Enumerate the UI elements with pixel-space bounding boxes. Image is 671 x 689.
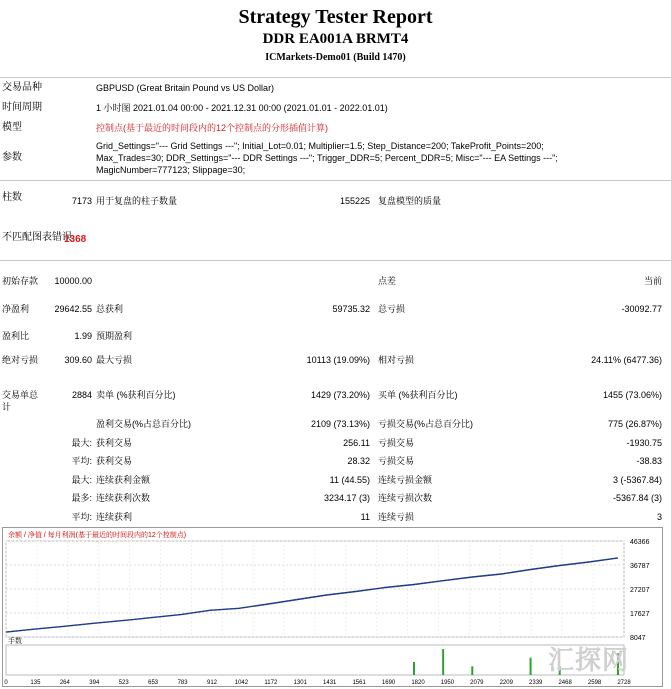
stat-key-2: 获利交易: [96, 456, 133, 466]
stat-label: 盈利比: [2, 331, 30, 341]
mismatch-label: 不匹配图表错误: [2, 232, 72, 243]
params-line-2: Max_Trades=30; DDR_Settings="--- DDR Settings ---"; Trigger_DDR=5; Percent_DDR=5; Misc="--- EA Settings ---";: [96, 153, 558, 163]
stat-value-2: 11: [360, 512, 370, 522]
y-tick-label: 17627: [630, 611, 650, 618]
stat-key-3: 相对亏损: [378, 355, 415, 365]
x-tick-label: 1431: [323, 680, 337, 686]
stat-label: 绝对亏损: [2, 355, 39, 365]
params-line-3: MagicNumber=777123; Slippage=30;: [96, 165, 246, 175]
stat-value-2: 28.32: [347, 456, 370, 466]
stat-value-1: 29642.55: [54, 304, 92, 314]
stat-value-3: 1455 (73.06%): [602, 390, 662, 400]
volume-label: 手数: [8, 638, 22, 645]
stat-value-3: 775 (26.87%): [607, 419, 662, 429]
report-subtitle: DDR EA001A BRMT4: [262, 31, 409, 47]
x-tick-label: 394: [89, 680, 100, 686]
stat-key-3: 连续亏损金额: [378, 475, 433, 485]
y-tick-label: 8047: [630, 635, 646, 642]
stat-key-2: 预期盈利: [96, 331, 133, 341]
x-tick-label: 653: [148, 680, 159, 686]
stat-value-2: 3234.17 (3): [323, 493, 370, 503]
volume-bar: [530, 658, 532, 675]
ticks-desc: 复盘模型的质量: [378, 196, 442, 206]
server-line: ICMarkets-Demo01 (Build 1470): [265, 52, 406, 63]
x-tick-label: 523: [118, 680, 129, 686]
stat-key-3: 点差: [378, 276, 397, 286]
y-tick-label: 46366: [630, 539, 650, 546]
stat-value-2: 256.11: [343, 438, 370, 448]
period-label: 时间周期: [2, 102, 42, 113]
stat-key-3: 亏损交易(%占总百分比): [378, 419, 473, 429]
symbol-label: 交易品种: [2, 82, 42, 93]
stat-label: 初始存款: [2, 276, 39, 286]
model-value: 控制点(基于最近的时间段内的12个控制点的分形插值计算): [96, 123, 329, 133]
x-tick-label: 783: [177, 680, 188, 686]
stat-value-2: 2109 (73.13%): [310, 419, 370, 429]
stat-key-3: 连续亏损: [378, 512, 415, 522]
stat-key-2: 连续获利金额: [96, 475, 151, 485]
x-tick-label: 0: [4, 680, 8, 686]
volume-bar: [442, 649, 444, 675]
stat-key-3: 连续亏损次数: [378, 493, 433, 503]
stat-key-2: 连续获利: [96, 512, 133, 522]
ticks-value: 155225: [339, 196, 370, 206]
symbol-value: GBPUSD (Great Britain Pound vs US Dollar): [96, 83, 275, 93]
x-tick-label: 264: [59, 680, 70, 686]
divider: [0, 260, 671, 261]
stat-label: 净盈利: [2, 304, 30, 314]
stat-value-3: -38.83: [636, 456, 662, 466]
stat-value-3: 3 (-5367.84): [612, 475, 662, 485]
x-tick-label: 2339: [529, 680, 543, 686]
x-tick-label: 135: [30, 680, 41, 686]
stat-value-1: 10000.00: [54, 276, 92, 286]
model-label: 模型: [2, 122, 22, 133]
x-tick-label: 1301: [293, 680, 307, 686]
stat-value-3: 3: [656, 512, 662, 522]
x-tick-label: 1820: [411, 680, 425, 686]
period-value: 1 小时图 2021.01.04 00:00 - 2021.12.31 00:00 (2021.01.01 - 2022.01.01): [96, 103, 388, 113]
stat-value-1: 1.99: [74, 331, 92, 341]
x-tick-label: 1042: [234, 680, 249, 686]
y-tick-label: 36787: [630, 563, 650, 570]
x-tick-label: 1690: [381, 680, 396, 686]
stat-value-2: 11 (44.55): [329, 475, 370, 485]
bars-value: 7173: [71, 196, 92, 206]
x-tick-label: 2079: [470, 680, 484, 686]
stat-key-2: 获利交易: [96, 438, 133, 448]
stat-value-3: -1930.75: [626, 438, 662, 448]
stat-value-1: 平均:: [71, 512, 92, 522]
volume-bar: [413, 662, 415, 675]
x-tick-label: 1172: [264, 680, 278, 686]
stat-value-1: 最大:: [71, 475, 92, 485]
divider: [0, 77, 671, 78]
report-title: Strategy Tester Report: [238, 6, 433, 28]
stat-value-2: 1429 (73.20%): [310, 390, 370, 400]
stat-key-2: 总获利: [96, 304, 124, 314]
stat-value-1: 309.60: [64, 355, 92, 365]
stat-value-3: 当前: [643, 276, 662, 286]
stat-value-3: -5367.84 (3): [612, 493, 662, 503]
params-line-1: Grid_Settings="--- Grid Settings ---"; Initial_Lot=0.01; Multiplier=1.5; Step_Distance=200; TakeProfit_Points=200;: [96, 141, 544, 151]
stat-value-3: 24.11% (6477.36): [591, 355, 662, 365]
stat-key-2: 盈利交易(%占总百分比): [96, 419, 191, 429]
stat-key-3: 总亏损: [378, 304, 406, 314]
stat-value-1: 最大:: [71, 438, 92, 448]
stat-key-3: 亏损交易: [378, 456, 415, 466]
chart-legend: 余额 / 净值 / 每月利润(基于最近的时间段内的12个控制点): [8, 532, 187, 539]
stat-value-3: -30092.77: [621, 304, 662, 314]
stat-key-2: 连续获利次数: [96, 493, 151, 503]
stat-label: 交易单总计: [2, 390, 39, 412]
mismatch-value: 1368: [64, 234, 87, 245]
stat-value-1: 最多:: [71, 493, 92, 503]
x-tick-label: 2209: [499, 680, 513, 686]
params-label: 参数: [2, 152, 22, 163]
stat-value-1: 2884: [71, 390, 92, 400]
volume-bar: [471, 666, 473, 675]
x-tick-label: 2468: [558, 680, 572, 686]
stat-value-2: 10113 (19.09%): [306, 355, 370, 365]
stat-key-3: 买单 (%获利百分比): [378, 390, 458, 400]
stat-value-2: 59735.32: [332, 304, 370, 314]
stat-value-1: 平均:: [71, 456, 92, 466]
y-tick-label: 27207: [630, 587, 650, 594]
stat-key-2: 卖单 (%获利百分比): [96, 390, 176, 400]
x-tick-label: 912: [206, 680, 218, 686]
stat-key-2: 最大亏损: [96, 355, 133, 365]
bars-desc: 用于复盘的柱子数量: [96, 196, 178, 206]
watermark-logo: 汇探网: [548, 646, 630, 676]
divider: [0, 180, 671, 181]
x-tick-label: 1950: [440, 680, 455, 686]
x-tick-label: 1561: [352, 680, 366, 686]
bars-label: 柱数: [2, 192, 22, 203]
x-tick-label: 2728: [617, 680, 631, 686]
stat-key-3: 亏损交易: [378, 438, 415, 448]
x-tick-label: 2598: [587, 680, 602, 686]
